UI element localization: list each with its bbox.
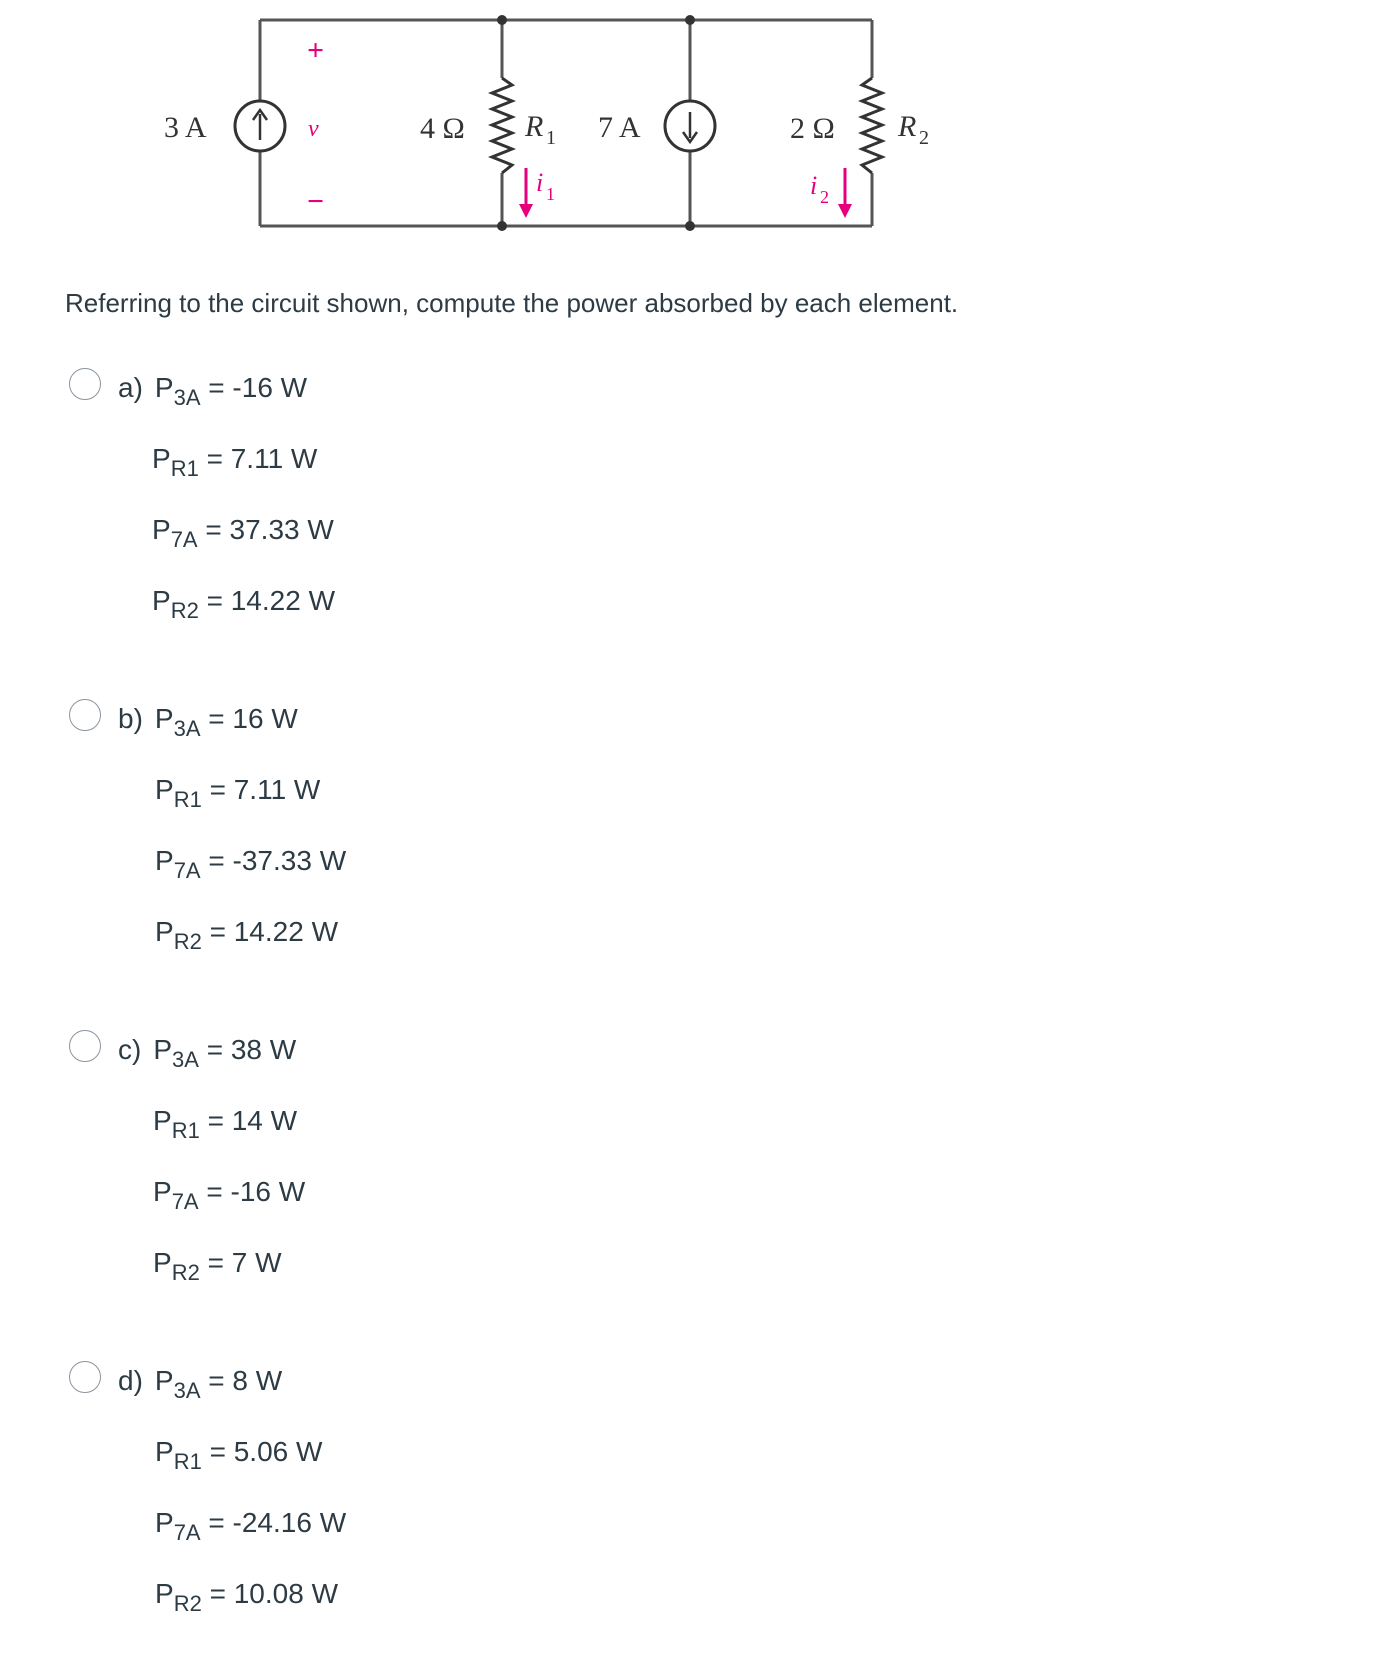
question-text: Referring to the circuit shown, compute the power absorbed by each element. xyxy=(65,288,959,318)
source1-label: 3 A xyxy=(164,111,207,144)
i1-arrow xyxy=(519,168,533,218)
i1-sub: 1 xyxy=(546,184,555,204)
resistor-r2 xyxy=(862,78,882,173)
r2-name: R xyxy=(898,110,917,143)
option-b-line-4: $P_{R2} = 14.22$ W xyxy=(155,916,338,954)
source2-label: 7 A xyxy=(598,111,641,144)
r2-value: 2 Ω xyxy=(790,112,835,145)
option-c-line-4: $P_{R2} = 7$ W xyxy=(153,1247,282,1285)
i2-sub: 2 xyxy=(820,187,829,207)
i2-arrow xyxy=(838,168,852,218)
current-source-7a xyxy=(665,101,715,151)
r1-name: R xyxy=(525,110,544,143)
option-a-line-2: $P_{R1} = 7.11$ W xyxy=(152,443,318,481)
option-b-line-2: $P_{R1} = 7.11$ W xyxy=(155,774,321,812)
option-b-line-1: b) $P_{3A} = 16$ W xyxy=(118,703,298,741)
option-d-line-3: $P_{7A} = -24.16$ W xyxy=(155,1507,347,1545)
voltage-minus: − xyxy=(307,185,325,218)
option-a-line-3: $P_{7A} = 37.33$ W xyxy=(152,514,334,552)
option-d-line-4: $P_{R2} = 10.08$ W xyxy=(155,1578,338,1616)
option-a-line-4: $P_{R2} = 14.22$ W xyxy=(152,585,335,623)
option-c-line-2: $P_{R1} = 14$ W xyxy=(153,1105,298,1143)
option-d-line-2: $P_{R1} = 5.06$ W xyxy=(155,1436,323,1474)
option-c-line-1: c) $P_{3A} = 38$ W xyxy=(118,1034,297,1072)
i1-name: i xyxy=(536,168,544,197)
radio-button-c[interactable] xyxy=(69,1030,101,1062)
r1-value: 4 Ω xyxy=(420,112,465,145)
option-d-line-1: d) $P_{3A} = 8$ W xyxy=(118,1365,283,1403)
circuit-diagram xyxy=(150,8,1010,248)
option-b-line-3: $P_{7A} = -37.33$ W xyxy=(155,845,347,883)
r1-sub: 1 xyxy=(546,127,556,149)
option-c-line-3: $P_{7A} = -16$ W xyxy=(153,1176,306,1214)
radio-button-b[interactable] xyxy=(69,699,101,731)
option-a-line-1: a) $P_{3A} = -16$ W xyxy=(118,372,308,410)
circuit-wires xyxy=(260,20,872,226)
voltage-plus: + xyxy=(307,34,325,67)
current-source-3a xyxy=(235,101,285,151)
voltage-label: v xyxy=(308,116,319,142)
radio-button-d[interactable] xyxy=(69,1361,101,1393)
radio-button-a[interactable] xyxy=(69,368,101,400)
r2-sub: 2 xyxy=(919,127,929,149)
i2-name: i xyxy=(810,171,818,200)
resistor-r1 xyxy=(492,78,512,173)
